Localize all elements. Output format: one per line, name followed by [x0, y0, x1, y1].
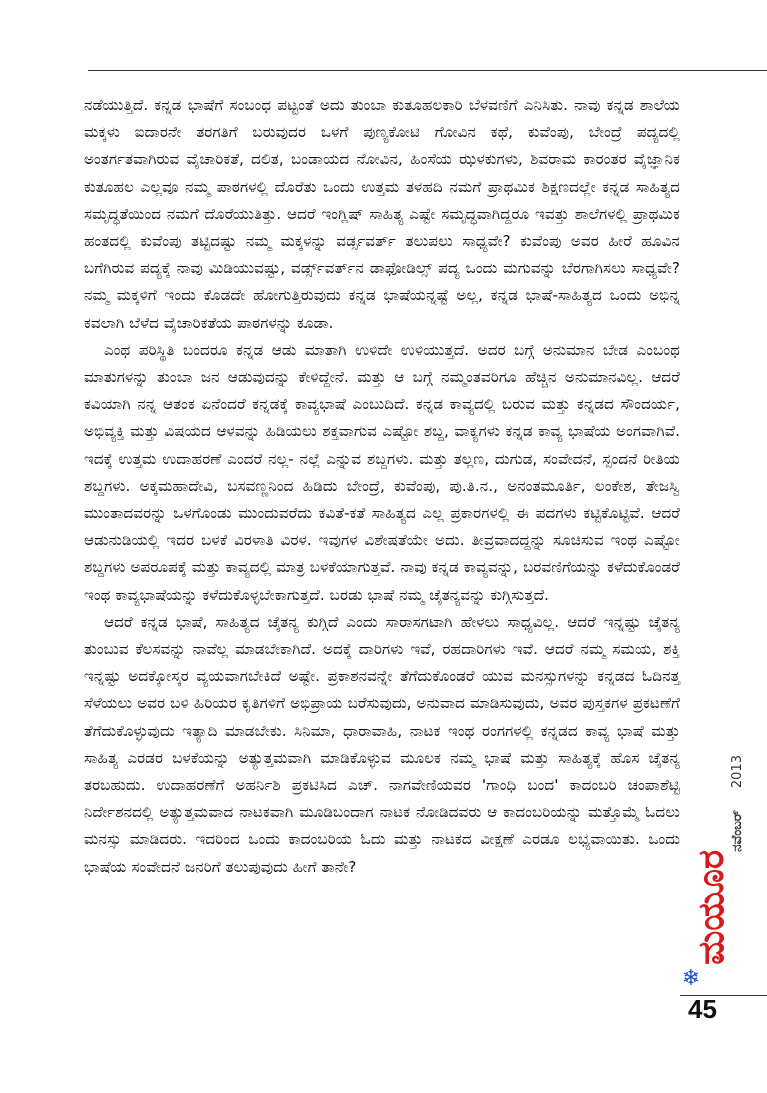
- paragraph-1: ನಡೆಯುತ್ತಿದೆ. ಕನ್ನಡ ಭಾಷೆಗೆ ಸಂಬಂಧ ಪಟ್ಟಂತೆ ಅದು ತುಂಬಾ ಕುತೂಹಲಕಾರಿ ಬೆಳವಣಿಗೆ ಎನಿಸಿತು. ನಾವು ಕನ್ನಡ ಶಾಲೆಯ ಮಕ್ಕಳು ಐದಾರನೇ ತರಗತಿಗೆ ಬರುವುದರ ಒಳಗೆ ಪುಣ್ಯಕೋಟಿ ಗೋವಿನ ಕಥೆ, ಕುವೆಂಪು, ಬೇಂದ್ರೆ ಪದ್ಯದಲ್ಲಿ ಅಂತರ್ಗತವಾಗಿರುವ ವೈಚಾರಿಕತೆ, ದಲಿತ, ಬಂಡಾಯದ ನೋವಿನ, ಹಿಂಸೆಯ ಝಳಕುಗಳು, ಶಿವರಾಮ ಕಾರಂತರ ವೈಜ್ಞಾನಿಕ ಕುತೂಹಲ ಎಲ್ಲವೂ ನಮ್ಮ ಪಾಠಗಳಲ್ಲಿ ದೊರೆತು ಒಂದು ಉತ್ತಮ ತಳಹದಿ ನಮಗೆ ಪ್ರಾಥಮಿಕ ಶಿಕ್ಷಣದಲ್ಲೇ ಕನ್ನಡ ಸಾಹಿತ್ಯದ ಸಮೃದ್ಧತೆಯಿಂದ ನಮಗೆ ದೊರೆಯುತಿತ್ತು. ಆದರೆ ಇಂಗ್ಲಿಷ್ ಸಾಹಿತ್ಯ ಎಷ್ಟೇ ಸಮೃದ್ಧವಾಗಿದ್ದರೂ ಇವತ್ತು ಶಾಲೆಗಳಲ್ಲಿ ಪ್ರಾಥಮಿಕ ಹಂತದಲ್ಲಿ ಕುವೆಂಪು ತಟ್ಟಿದಷ್ಟು ನಮ್ಮ ಮಕ್ಕಳನ್ನು ವರ್ಡ್ಸವರ್ತ್ ತಲುಪಲು ಸಾಧ್ಯವೇ? ಕುವೆಂಪು ಅವರ ಹೀರೆ ಹೂವಿನ ಬಗೆಗಿರುವ ಪದ್ಯಕ್ಕೆ ನಾವು ಮಿಡಿಯುವಷ್ಟು, ವರ್ಡ್ಸ್‌ವರ್ತ್‌ನ ಡಾಫೋಡಿಲ್ಸ್ ಪದ್ಯ ಒಂದು ಮಗುವನ್ನು ಬೆರಗಾಗಿಸಲು ಸಾಧ್ಯವೇ? ನಮ್ಮ ಮಕ್ಕಳಿಗೆ ಇಂದು ಕೊಡದೇ ಹೋಗುತ್ತಿರುವುದು ಕನ್ನಡ ಭಾಷೆಯನ್ನಷ್ಟೆ ಅಲ್ಲ, ಕನ್ನಡ ಭಾಷೆ-ಸಾಹಿತ್ಯದ ಒಂದು ಅಭಿನ್ನ ಕವಲಾಗಿ ಬೆಳೆದ ವೈಚಾರಿಕತೆಯ ಪಾಠಗಳನ್ನು ಕೂಡಾ.: [84, 96, 680, 332]
- snowflake-ornament-icon: ❄: [681, 966, 701, 991]
- magazine-logo: ಮಯೂರ: [691, 850, 732, 965]
- paragraph-3: ಆದರೆ ಕನ್ನಡ ಭಾಷೆ, ಸಾಹಿತ್ಯದ ಚೈತನ್ಯ ಕುಗ್ಗಿದೆ ಎಂದು ಸಾರಾಸಗಟಾಗಿ ಹೇಳಲು ಸಾಧ್ಯವಿಲ್ಲ. ಆದರೆ ಇನ್ನಷ್ಟು ಚೈತನ್ಯ ತುಂಬುವ ಕೆಲಸವನ್ನು ನಾವೆಲ್ಲ ಮಾಡಬೇಕಾಗಿದೆ. ಅದಕ್ಕೆ ದಾರಿಗಳು ಇವೆ, ರಹದಾರಿಗಳು ಇವೆ. ಆದರೆ ನಮ್ಮ ಸಮಯ, ಶಕ್ತಿ ಇನ್ನಷ್ಟು ಅದಕ್ಕೋಸ್ಕರ ವ್ಯಯವಾಗಬೇಕಿದೆ ಅಷ್ಟೇ. ಪ್ರಕಾಶನವನ್ನೇ ತೆಗೆದುಕೊಂಡರೆ ಯುವ ಮನಸ್ಸುಗಳನ್ನು ಕನ್ನಡದ ಓದಿನತ್ತ ಸೆಳೆಯಲು ಅವರ ಬಳಿ ಹಿರಿಯರ ಕೃತಿಗಳಿಗೆ ಅಭಿಪ್ರಾಯ ಬರೆಸುವುದು, ಅನುವಾದ ಮಾಡಿಸುವುದು, ಅವರ ಪುಸ್ತಕಗಳ ಪ್ರಕಟಣೆಗೆ ತೆಗೆದುಕೊಳ್ಳುವುದು ಇತ್ಯಾದಿ ಮಾಡಬೇಕು. ಸಿನಿಮಾ, ಧಾರಾವಾಹಿ, ನಾಟಕ ಇಂಥ ರಂಗಗಳಲ್ಲಿ ಕನ್ನಡದ ಕಾವ್ಯ ಭಾಷೆ ಮತ್ತು ಸಾಹಿತ್ಯ ಎರಡರ ಬಳಕೆಯನ್ನು ಅತ್ಯುತ್ತಮವಾಗಿ ಮಾಡಿಕೊಳ್ಳುವ ಮೂಲಕ ನಮ್ಮ ಭಾಷೆ ಮತ್ತು ಸಾಹಿತ್ಯಕ್ಕೆ ಹೊಸ ಚೈತನ್ಯ ತರಬಹುದು. ಉದಾಹರಣೆಗೆ ಅಹರ್ನಿಶಿ ಪ್ರಕಟಿಸಿದ ಎಚ್. ನಾಗವೇಣಿಯವರ 'ಗಾಂಧಿ ಬಂದ' ಕಾದಂಬರಿ ಚಂಪಾಶೆಟ್ಟಿ ನಿರ್ದೇಶನದಲ್ಲಿ ಅತ್ಯುತ್ತಮವಾದ ನಾಟಕವಾಗಿ ಮೂಡಿಬಂದಾಗ ನಾಟಕ ನೋಡಿದವರು ಆ ಕಾದಂಬರಿಯನ್ನು ಮತ್ತೊಮ್ಮೆ ಓದಲು ಮನಸ್ಸು ಮಾಡಿದರು. ಇದರಿಂದ ಒಂದು ಕಾದಂಬರಿಯ ಓದು ಮತ್ತು ನಾಟಕದ ವೀಕ್ಷಣೆ ಎರಡೂ ಲಭ್ಯವಾಯಿತು. ಒಂದು ಭಾಷೆಯ ಸಂವೇದನೆ ಜನರಿಗೆ ತಲುಪುವುದು ಹೀಗೆ ತಾನೇ?: [84, 612, 680, 876]
- page-number: 45: [688, 994, 717, 1024]
- issue-sidebar: [691, 755, 754, 965]
- issue-year: 2013: [730, 755, 745, 789]
- issue-month: ನವೆಂಬರ್: [730, 810, 745, 852]
- top-divider: [88, 70, 767, 71]
- article-body: [84, 92, 680, 881]
- paragraph-2: ಎಂಥ ಪರಿಸ್ಥಿತಿ ಬಂದರೂ ಕನ್ನಡ ಆಡು ಮಾತಾಗಿ ಉಳಿದೇ ಉಳಿಯುತ್ತದೆ. ಅದರ ಬಗ್ಗೆ ಅನುಮಾನ ಬೇಡ ಎಂಬಂಥ ಮಾತುಗಳನ್ನು ತುಂಬಾ ಜನ ಆಡುವುದನ್ನು ಕೇಳಿದ್ದೇನೆ. ಮತ್ತು ಆ ಬಗ್ಗೆ ನಮ್ಮಂತವರಿಗೂ ಹೆಚ್ಚಿನ ಅನುಮಾನವಿಲ್ಲ. ಆದರೆ ಕವಿಯಾಗಿ ನನ್ನ ಆತಂಕ ಏನೆಂದರೆ ಕನ್ನಡಕ್ಕೆ ಕಾವ್ಯಭಾಷೆ ಎಂಬುದಿದೆ. ಕನ್ನಡ ಕಾವ್ಯದಲ್ಲಿ ಬರುವ ಮತ್ತು ಕನ್ನಡದ ಸೌಂದರ್ಯ, ಅಭಿವ್ಯಕ್ತಿ ಮತ್ತು ವಿಷಯದ ಆಳವನ್ನು ಹಿಡಿಯಲು ಶಕ್ತವಾಗುವ ಎಷ್ಟೋ ಶಬ್ದ, ವಾಕ್ಯಗಳು ಕನ್ನಡ ಕಾವ್ಯ ಭಾಷೆಯ ಅಂಗವಾಗಿವೆ. ಇದಕ್ಕೆ ಉತ್ತಮ ಉದಾಹರಣೆ ಎಂದರೆ ನಲ್ಲ- ನಲ್ಲೆ ಎನ್ನುವ ಶಬ್ದಗಳು. ಮತ್ತು ತಲ್ಲಣ, ದುಗುಡ, ಸಂವೇದನೆ, ಸ್ಪಂದನೆ ರೀತಿಯ ಶಬ್ದಗಳು. ಅಕ್ಕಮಹಾದೇವಿ, ಬಸವಣ್ಣನಿಂದ ಹಿಡಿದು ಬೇಂದ್ರೆ, ಕುವೆಂಪು, ಪು.ತಿ.ನ., ಅನಂತಮೂರ್ತಿ, ಲಂಕೇಶ, ತೇಜಸ್ವಿ ಮುಂತಾದವರನ್ನು ಒಳಗೊಂಡು ಮುಂದುವರೆದು ಕವಿತೆ-ಕತೆ ಸಾಹಿತ್ಯದ ಎಲ್ಲ ಪ್ರಕಾರಗಳಲ್ಲಿ ಈ ಪದಗಳು ಕಟ್ಟಿಕೊಟ್ಟಿವೆ. ಆದರೆ ಆಡುನುಡಿಯಲ್ಲಿ ಇದರ ಬಳಕೆ ವಿರಳಾತಿ ವಿರಳ. ಇವುಗಳ ವಿಶೇಷತೆಯೇ ಅದು. ತೀವ್ರವಾದದ್ದನ್ನು ಸೂಚಿಸುವ ಇಂಥ ಎಷ್ಟೋ ಶಬ್ದಗಳು ಅಪರೂಪಕ್ಕೆ ಮತ್ತು ಕಾವ್ಯದಲ್ಲಿ ಮಾತ್ರ ಬಳಕೆಯಾಗುತ್ತವೆ. ನಾವು ಕನ್ನಡ ಕಾವ್ಯವನ್ನು, ಬರವಣಿಗೆಯನ್ನು ಕಳೆದುಕೊಂಡರೆ ಇಂಥ ಕಾವ್ಯಭಾಷೆಯನ್ನು ಕಳೆದುಕೊಳ್ಳಬೇಕಾಗುತ್ತದೆ. ಬರಡು ಭಾಷೆ ನಮ್ಮ ಚೈತನ್ಯವನ್ನು ಕುಗ್ಗಿಸುತ್ತದೆ.: [84, 340, 680, 604]
